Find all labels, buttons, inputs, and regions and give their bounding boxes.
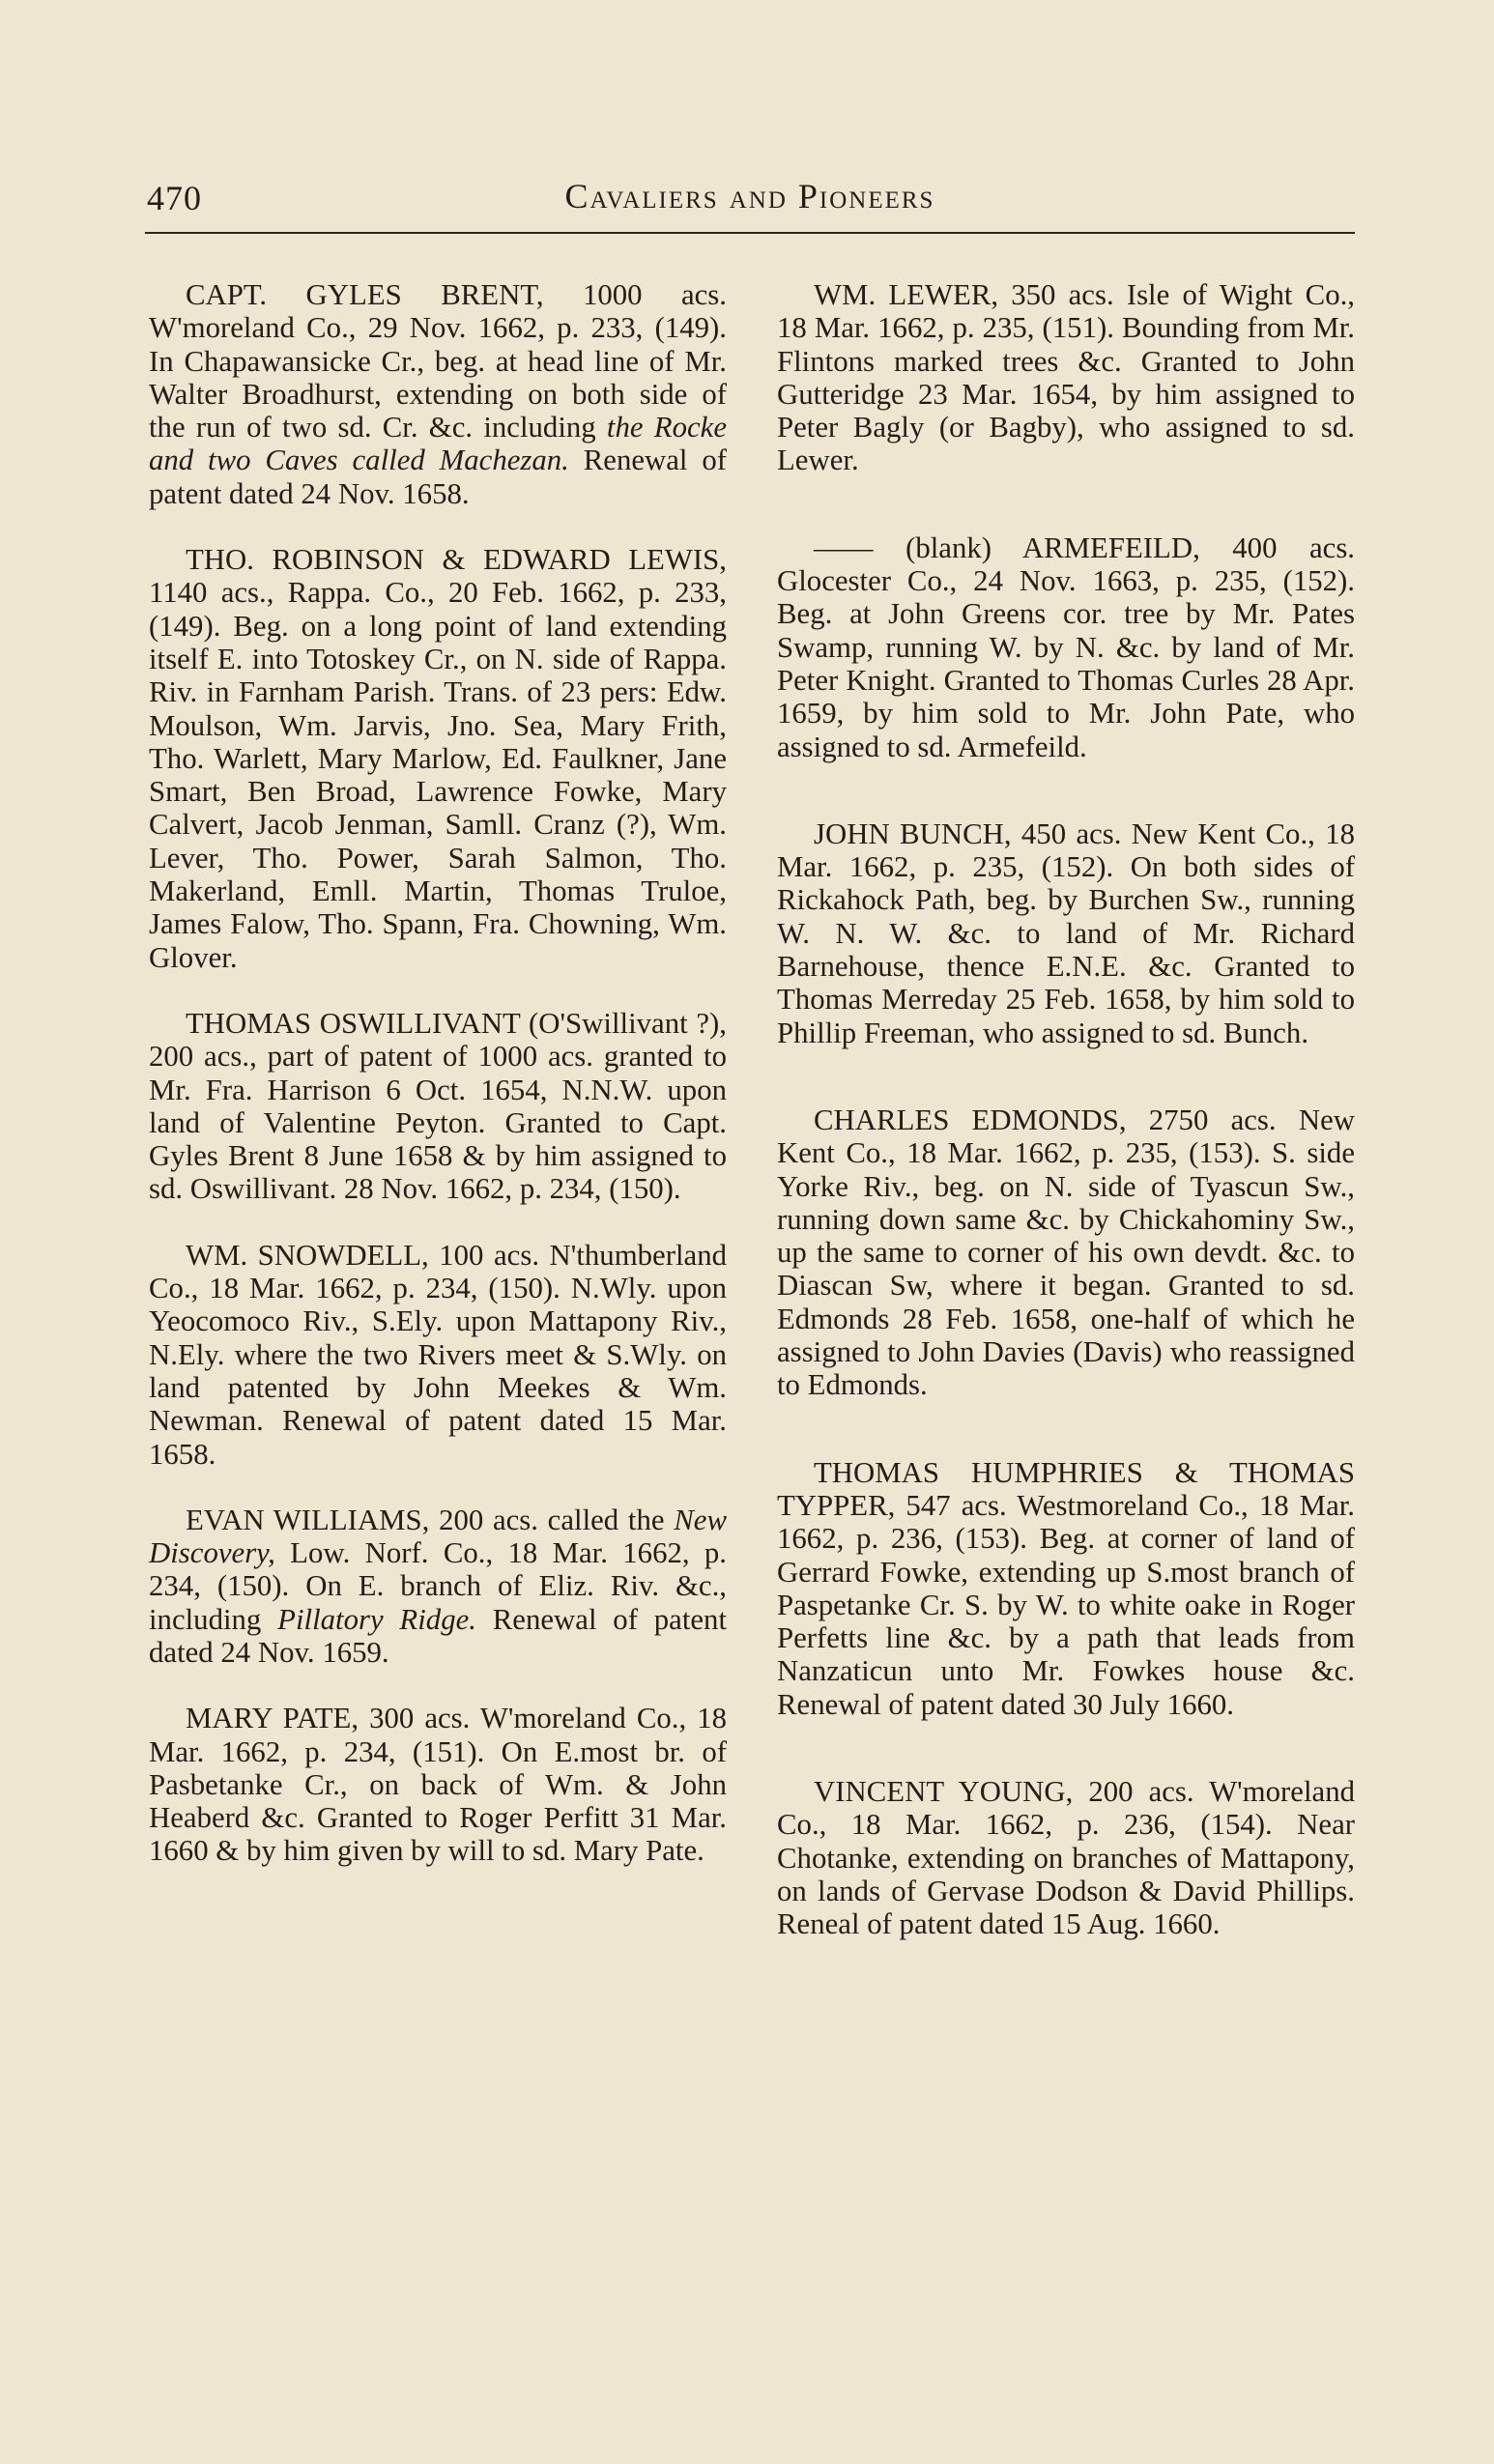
entry-italic-text: Pillatory Ridge. (277, 1602, 476, 1636)
patent-entry-armefeild: —— (blank) ARMEFEILD, 400 acs. Glocester Co., 24 Nov. 1663, p. 235, (152). Beg. at John Greens cor. tree by Mr. Pates Swamp, running W. by N. &c. by land of Mr. Peter Knight. Granted to Thomas Curles 28 Apr. 1659, by him sold to Mr. John Pate, who assigned to sd. Armefeild. (777, 530, 1355, 763)
entry-text: Low. Norf. Co., 18 Mar. 1662, p. 234, (150). On E. branch of Eliz. Riv. &c., including (149, 1536, 727, 1636)
patent-entry-robinson-lewis: THO. ROBINSON & EDWARD LEWIS, 1140 acs., Rappa. Co., 20 Feb. 1662, p. 233, (149). Beg. on a long point of land extending itself E. into Totoskey Cr., on N. side of Rappa. Riv. in Farnham Parish. Trans. of 23 pers: Edw. Moulson, Wm. Jarvis, Jno. Sea, Mary Frith, Tho. Warlett, Mary Marlow, Ed. Faulkner, Jane Smart, Ben Broad, Lawrence Fowke, Mary Calvert, Jacob Jenman, Samll. Cranz (?), Wm. Lever, Tho. Power, Sarah Salmon, Tho. Makerland, Emll. Martin, Thomas Truloe, James Falow, Tho. Spann, Fra. Chowning, Wm. Glover. (149, 543, 727, 974)
entry-italic-text: New Discovery, (149, 1503, 727, 1570)
running-title: Cavaliers and Pioneers (564, 177, 935, 215)
left-column (149, 278, 727, 1868)
patent-entry-evan-williams (149, 1504, 727, 1669)
header-rule (145, 232, 1355, 234)
entry-text: Renewal of patent dated 24 Nov. 1659. (149, 1602, 728, 1669)
patent-entry-charles-edmonds: CHARLES EDMONDS, 2750 acs. New Kent Co., 18 Mar. 1662, p. 235, (153). S. side Yorke Riv., beg. on N. side of Tyascun Sw., running down same &c. by Chickahominy Sw., up the same to corner of his own devdt. &c. to Diascan Sw, where it began. Granted to sd. Edmonds 28 Feb. 1658, one-half of which he assigned to John Davies (Davis) who reassigned to Edmonds. (777, 1103, 1355, 1402)
patent-entry-snowdell: WM. SNOWDELL, 100 acs. N'thumberland Co., 18 Mar. 1662, p. 234, (150). N.Wly. upon Yeocomoco Riv., S.Ely. upon Mattapony Riv., N.Ely. where the two Rivers meet & S.Wly. on land patented by John Meekes & Wm. Newman. Renewal of patent dated 15 Mar. 1658. (149, 1238, 727, 1471)
patent-entry-gyles-brent (149, 278, 727, 510)
right-column (777, 278, 1355, 1940)
entry-text: CAPT. GYLES BRENT, 1000 acs. W'moreland Co., 29 Nov. 1662, p. 233, (149). In Chapawansicke Cr., beg. at head line of Mr. Walter Broadhurst, extending on both side of the run of two sd. Cr. &c. including (149, 278, 727, 444)
patent-entry-john-bunch: JOHN BUNCH, 450 acs. New Kent Co., 18 Mar. 1662, p. 235, (152). On both sides of Rickahock Path, beg. by Burchen Sw., running W. N. W. &c. to land of Mr. Richard Barnehouse, thence E.N.E. &c. Granted to Thomas Merreday 25 Feb. 1658, by him sold to Phillip Freeman, who assigned to sd. Bunch. (777, 817, 1355, 1049)
page-number: 470 (147, 179, 202, 217)
patent-entry-mary-pate: MARY PATE, 300 acs. W'moreland Co., 18 Mar. 1662, p. 234, (151). On E.most br. of Pasbetanke Cr., on back of Wm. & John Heaberd &c. Granted to Roger Perfitt 31 Mar. 1660 & by him given by will to sd. Mary Pate. (149, 1702, 727, 1868)
patent-entry-oswillivant: THOMAS OSWILLIVANT (O'Swillivant ?), 200 acs., part of patent of 1000 acs. granted to Mr. Fra. Harrison 6 Oct. 1654, N.N.W. upon land of Valentine Peyton. Granted to Capt. Gyles Brent 8 June 1658 & by him assigned to sd. Oswillivant. 28 Nov. 1662, p. 234, (150). (149, 1006, 727, 1206)
entry-italic-text: the Rocke and two Caves called Machezan. (149, 411, 727, 477)
page-header (145, 174, 1355, 222)
book-page (145, 0, 1355, 2464)
patent-entry-vincent-young: VINCENT YOUNG, 200 acs. W'moreland Co., 18 Mar. 1662, p. 236, (154). Near Chotanke, extending on branches of Mattapony, on lands of Gervase Dodson & David Phillips. Reneal of patent dated 15 Aug. 1660. (777, 1774, 1355, 1941)
entry-text: Renewal of patent dated 24 Nov. 1658. (149, 444, 727, 510)
patent-entry-lewer: WM. LEWER, 350 acs. Isle of Wight Co., 18 Mar. 1662, p. 235, (151). Bounding from Mr. Flintons marked trees &c. Granted to John Gutteridge 23 Mar. 1654, by him assigned to Peter Bagly (or Bagby), who assigned to sd. Lewer. (777, 278, 1355, 477)
patent-entry-humphries-typper: THOMAS HUMPHRIES & THOMAS TYPPER, 547 acs. Westmoreland Co., 18 Mar. 1662, p. 236, (153). Beg. at corner of land of Gerrard Fowke, extending up S.most branch of Paspetanke Cr. S. by W. to white oake in Roger Perfetts line &c. by a path that leads from Nanzaticun unto Mr. Fowkes house &c. Renewal of patent dated 30 July 1660. (777, 1455, 1355, 1721)
entry-text: EVAN WILLIAMS, 200 acs. called the (186, 1503, 675, 1536)
